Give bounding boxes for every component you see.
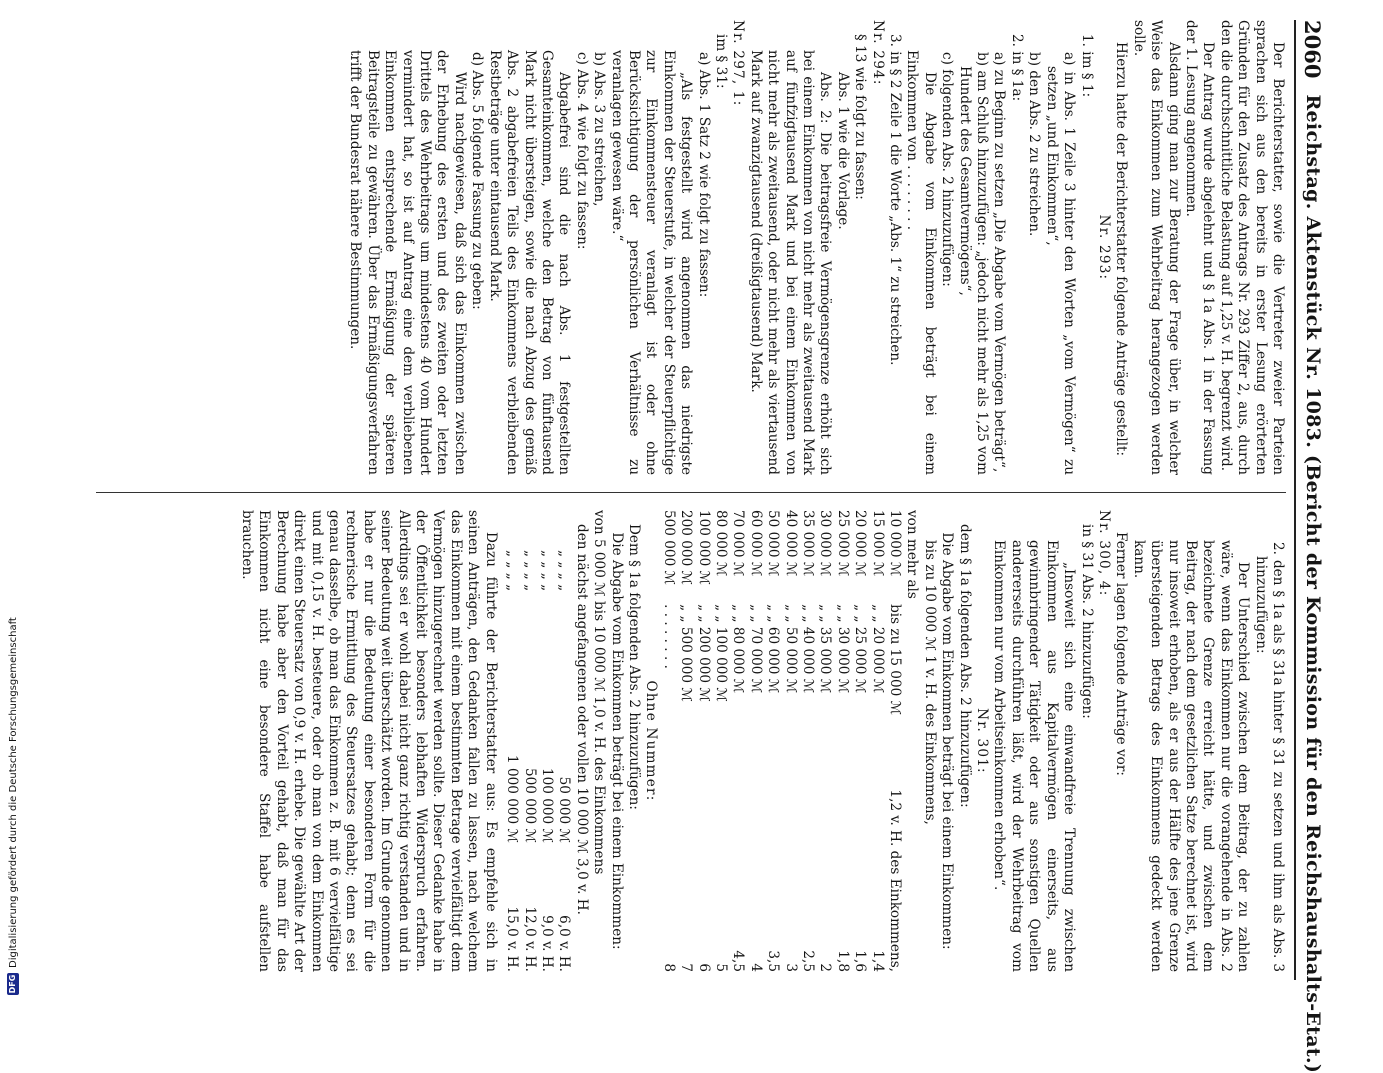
table-row: von 5 000 ℳ bis 10 000 ℳ 1,0 v. H. des Einkommens [591,510,608,875]
table-cell: 15,0 v. H. [504,906,521,972]
page-title: Reichstag. Aktenstück Nr. 1083. (Bericht der Kommission für den Reichshaushalts-Etat.) [1302,94,1324,1073]
digitization-footer [4,0,22,995]
table-row [851,510,868,972]
list-item: 1. im § 1: [1078,34,1095,98]
table-cell: „ „ 50 000 ℳ [782,604,799,694]
motion-number: Nr. 294: [869,20,886,86]
table-row [520,510,537,972]
quoted-text: Wird nachgewiesen, daß sich das Einkommen zwischen der Erhebung des ersten und des zweiten oder letzten Drittels des Wehrbeitrags um mindestens 40 vom Hundert vermindert hat, so ist auf Antrag eine dem verbliebenen Einkommen entsprechende Ermäßigung der späteren Beitragsteile zu gewähren. Über das Ermäßigungsverfahren trifft der Bundesrat nähere Bestimmungen. [347,50,468,475]
table-row [659,510,676,972]
table-cell: „ „ 25 000 ℳ [852,604,869,694]
table-cell: 8 [660,963,677,972]
paragraph: Der Berichterstatter, sowie die Vertreter zweier Parteien sprachen sich aus den bereits in erster Lesung erörterten Gründen für den Zusatz des Antrags Nr. 293 Ziffer 2, aus, durch den die durchschnittliche Belastung auf 1,25 v. H. begrenzt wird. [1217,20,1286,475]
quoted-text: Abs. 1 wie die Vorlage. [834,72,851,230]
ditto-marks: „ „ „ „ [504,550,521,592]
list-item: a) in Abs. 1 Zeile 3 hinter den Worten „vom Vermögen“ zu setzen „und Einkommen“, [1043,52,1078,475]
list-item: d) Abs. 5 folgende Fassung zu geben: [469,52,486,310]
list-item: im § 31: [713,34,729,89]
table-row [538,510,555,972]
rate-table [659,510,903,972]
list-item: 2. in § 1a: [1008,34,1025,102]
table-lead-text: von mehr als [904,510,921,599]
list-item: Dem § 1a folgenden Abs. 2 hinzuzufügen: [625,524,642,810]
table-cell: 3 [782,963,799,972]
table-cell: „ „ 20 000 ℳ [869,604,886,694]
table-row [729,510,746,972]
table-cell: 80 000 ℳ [713,510,729,577]
table-cell: 35 000 ℳ [800,510,817,577]
list-item: dem § 1a folgenden Abs. 2 hinzuzufügen: [956,524,973,808]
table-cell: 15 000 ℳ [869,510,886,577]
rotated-document-page [80,20,1330,1073]
quoted-text: Die Abgabe vom Einkommen beträgt bei einem Einkommen: [608,532,625,950]
list-item: b) den Abs. 2 zu streichen. [1026,52,1043,237]
paragraph: Hierzu hatte der Berichterstatter folgende Anträge gestellt: [1113,42,1130,457]
table-cell: 10 000 ℳ [887,510,904,577]
motion-number: Ohne Nummer: [643,680,660,802]
table-row [503,510,520,972]
ditto-marks: „ „ „ „ [521,550,538,592]
table-cell: 20 000 ℳ [852,510,869,577]
motion-number: Nr. 300, 4: [1095,510,1112,597]
table-cell: 200 000 ℳ [678,510,695,586]
list-item: c) folgenden Abs. 2 hinzuzufügen: [939,52,956,287]
table-cell: 1,6 [852,950,869,972]
table-cell: „ „ 40 000 ℳ [800,604,817,694]
quoted-text: Der Unterschied zwischen dem Beitrag, der zu zahlen wäre, wenn das Einkommen nur die vorangehende in Abs. 2 bezeichnete Grenze erreicht hätte, und zwischen dem Beitrag, der nach dem gesetzlichen Satze berechnet ist, wird nur insoweit erhoben, als er aus der Hälfte des jene Grenze übersteigenden Betrags des Einkommens gedeckt werden kann. [1130,540,1252,972]
list-item: c) Abs. 4 wie folgt zu fassen: [573,52,590,250]
table-row [816,510,833,972]
table-cell: 50 000 ℳ [765,510,782,577]
paragraph: Dazu führte der Berichterstatter aus: Es empfehle sich in seinen Anträgen, den Gedanken fallen zu lassen, nach welchem das Einkommen mit einem bestimmten Betrage vervielfältigt dem Vermögen hinzugerechnet werden sollte. Dieser Gedanke habe in der Öffentlichkeit besonders lebhaften Widerspruch erfahren. Allerdings sei er wohl dabei nicht ganz richtig verstanden und in seiner Bedeutung weit überschätzt worden. Im Grunde genommen habe er nur die Bedeutung einer besonderen Form für die rechnerische Ermittlung des Steuersatzes gehabt; denn es sei genau dasselbe, ob man das Einkommen z. B. mit 6 vervielfältige und mit 0,15 v. H. besteuere, oder ob man von dem Einkommen direkt einen Steuersatz von 0,9 v. H. erhebe. Die gewählte Art der Berechnung habe aber den Vorteil gehabt, daß man für das Einkommen nicht eine besondere Staffel habe aufstellen brauchen. [239,510,499,972]
table-row [694,510,711,972]
table-cell: 1,8 [834,950,851,972]
page-header [1294,20,1330,1073]
table-cell: 4,5 [730,950,747,972]
table-cell: 2 [817,963,834,972]
table-cell: 5 [713,963,729,972]
motion-number: Nr. 301: [974,708,991,774]
table-row [868,510,885,972]
list-item: b) Abs. 3 zu streichen, [591,52,608,207]
table-cell: 6 [695,963,712,972]
motion-number: Nr. 293: [1095,214,1112,281]
table-cell: „ „ 30 000 ℳ [834,604,851,694]
table-row [555,510,572,972]
table-row [781,510,798,972]
table-cell: 60 000 ℳ [747,510,764,577]
table-cell: 100 000 ℳ [538,767,555,844]
table-cell: „ „ 70 000 ℳ [747,604,764,694]
table-row [764,510,781,972]
page-number: 2060 [1300,20,1326,79]
table-cell: 1 000 000 ℳ [504,755,521,844]
table-first-row: bis zu 10 000 ℳ 1 v. H. des Einkommens, [921,540,938,825]
list-item: a) zu Beginn zu setzen „Die Abgabe vom Vermögen beträgt“, [991,52,1008,473]
table-cell: 6,0 v. H. [556,915,573,972]
table-row [799,510,816,972]
table-cell: 40 000 ℳ [782,510,799,577]
table-cell: „ „ 80 000 ℳ [730,604,747,694]
table-row [833,510,850,972]
left-column [346,20,1286,475]
list-item: § 13 wie folgt zu fassen: [852,34,869,200]
table-cell: „ „ 35 000 ℳ [817,604,834,694]
table-cell: 500 000 ℳ [660,510,677,586]
table-row [677,510,694,972]
table-cell: 7 [678,963,695,972]
table-cell: 9,0 v. H. [538,915,555,972]
table-cell: 30 000 ℳ [817,510,834,577]
table-cell: 3,5 [765,950,782,972]
funding-notice: Digitalisierung gefördert durch die Deutsche Forschungsgemeinschaft [7,617,19,968]
paragraph: Ferner lagen folgende Anträge vor: [1113,532,1130,776]
table-cell: 1,2 v. H. des Einkommens, [887,789,904,972]
table-row [886,510,903,972]
quoted-text: Die Abgabe vom Einkommen beträgt bei einem Einkommen: [939,532,956,950]
table-cell: 70 000 ℳ [730,510,747,577]
table-cell: . . . . . . . . [660,604,677,669]
table-cell: „ „ 500 000 ℳ [678,604,695,702]
quoted-text: Die Abgabe vom Einkommen beträgt bei einem Einkommen von . . . . . . . . [904,50,938,475]
table-cell: 25 000 ℳ [834,510,851,577]
paragraph: Der Antrag wurde abgelehnt und § 1a Abs. 1 in der Fassung der 1. Lesung angenommen. [1182,20,1217,475]
table-cell: 500 000 ℳ [521,767,538,844]
table-cell: bis zu 15 000 ℳ [887,604,904,716]
quoted-text: „Insoweit sich eine einwandfreie Trennung zwischen Einkommen aus Kapitalvermögen einerseits, aus gewinnbringender Tätigkeit oder aus sonstigen Quellen andererseits durchführen läßt, wird der Wehrbeitrag vom Einkommen nur vom Arbeitseinkommen erhoben“. [991,540,1078,972]
list-item: in § 31 Abs. 2 hinzuzufügen: [1078,524,1095,719]
quoted-text: „Als festgestellt wird angenommen das niedrigste Einkommen der Steuerstufe, in welcher der Steuerpflichtige zur Einkommensteuer veranlagt ist oder ohne Berücksichtigung der persönlichen Verhältnisse zu veranlagen gewesen wäre.“ [608,50,695,475]
list-item: b) am Schluß hinzuzufügen: „jedoch nicht mehr als 1,25 vom Hundert des Gesamtvermögens“, [956,52,991,475]
table-cell: 1,4 [869,950,886,972]
dfg-logo: DFG [8,974,17,994]
quoted-text: Abs. 2: Die beitragsfreie Vermögensgrenze erhöht sich bei einem Einkommen von nicht mehr als zweitausend Mark auf fünfzigtausend Mark und bei einem Einkommen von nicht mehr als zweitausend, oder nicht mehr als viertausend Mark auf zwanzigtausend (dreißigtausend) Mark. [747,50,834,475]
ditto-marks: „ „ „ „ [538,550,555,592]
list-item: a) Abs. 1 Satz 2 wie folgt zu fassen: [695,52,712,298]
table-cell: 100 000 ℳ [695,510,712,586]
right-column [238,510,1286,972]
motion-number: Nr. 297, 1: [730,20,747,107]
column-divider [96,492,1286,493]
list-item: 2. den § 1a als § 31a hinter § 31 zu setzen und ihm als Abs. 3 hinzuzufügen: [1252,542,1286,972]
table-cell: 12,0 v. H. [521,906,538,972]
table-cell: „ „ 200 000 ℳ [695,604,712,702]
paragraph: Alsdann ging man zur Beratung der Frage über, in welcher Weise das Einkommen zum Wehrbeitrag herangezogen werden solle. [1130,20,1182,475]
table-cell: 50 000 ℳ [556,776,573,844]
quoted-text: Abgabefrei sind die nach Abs. 1 festgestellten Gesamteinkommen, welche den Betrag von fünftausend Mark nicht übersteigen, sowie die nach Abzug des gemäß Abs. 2 abgabefreien Teils des Einkommens verbleibenden Restbeträge unter eintausend Mark. [486,50,573,475]
table-row: den nächst angefangenen oder vollen 10 000 ℳ 3,0 v. H. [573,524,590,915]
table-cell: 2,5 [800,950,817,972]
rate-table-2 [503,510,573,972]
ditto-marks: „ „ „ „ [556,550,573,592]
table-row [712,510,729,972]
table-row [746,510,763,972]
table-cell: „ „ 100 000 ℳ [713,604,729,702]
table-cell: 4 [747,963,764,972]
table-cell: „ „ 60 000 ℳ [765,604,782,694]
list-item: 3. in § 2 Zeile 1 die Worte „Abs. 1“ zu streichen. [887,34,904,366]
